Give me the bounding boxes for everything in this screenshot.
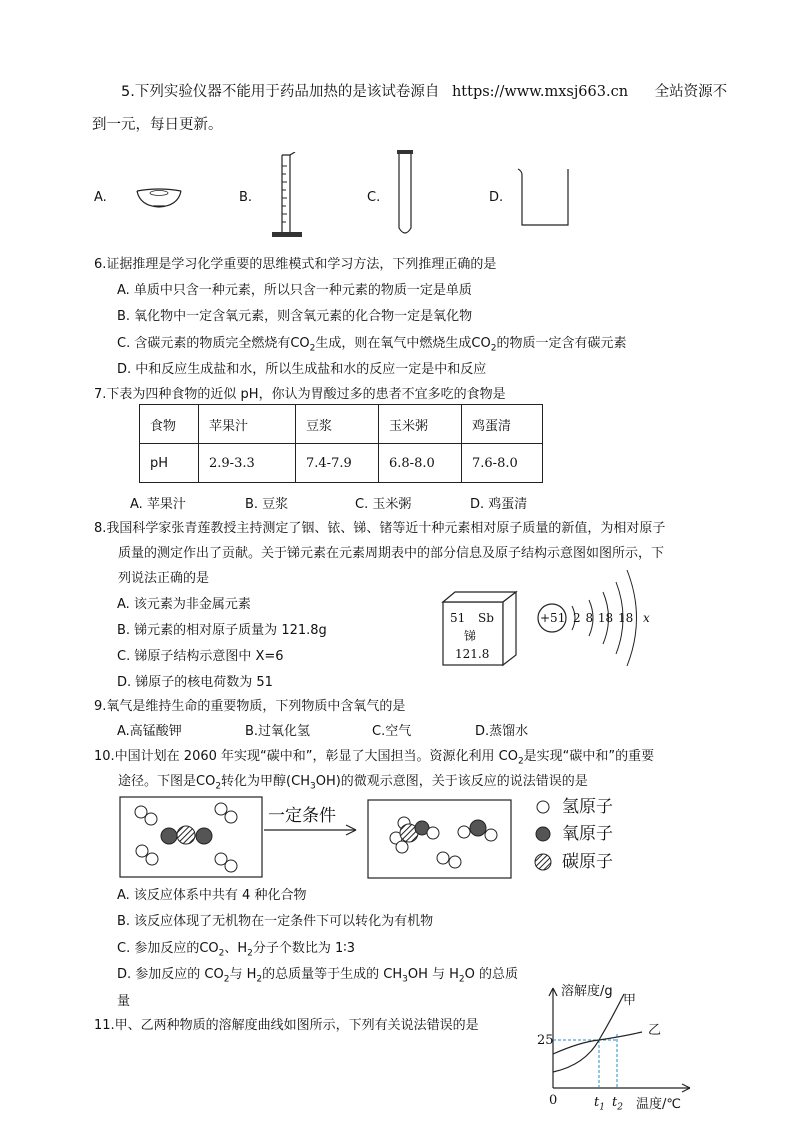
element-mass: 121.8 — [455, 647, 490, 661]
q6-c-part2: 生成，则在氧气中燃烧生成CO — [315, 336, 491, 351]
q10-c-sub1: 2 — [218, 948, 225, 959]
atom-legend-icons — [532, 796, 554, 876]
legend-hydrogen: 氢原子 — [562, 797, 613, 817]
ph-header-apple: 苹果汁 — [199, 405, 296, 444]
q5-option-a: A. — [94, 190, 107, 205]
q10-d-part3: 的总质量等于生成的 CH — [262, 967, 403, 982]
q6-option-b: B. 氧化物中一定含氧元素，则含氧元素的化合物一定是氧化物 — [117, 309, 473, 324]
curve-jia — [553, 994, 624, 1072]
q10-line2-sub: 2 — [215, 781, 222, 792]
q10-c-part3: 分子个数比为 1∶3 — [252, 941, 355, 956]
ph-table-row — [140, 444, 543, 483]
ph-corn-value: 6.8-8.0 — [379, 444, 462, 483]
q5-option-b: B. — [239, 190, 253, 205]
q10-option-c — [117, 940, 355, 963]
q10-d-part2: 与 H — [229, 967, 257, 982]
evaporating-dish-icon — [134, 184, 184, 212]
q9-option-d: D.蒸馏水 — [475, 724, 529, 739]
q5-ad-prefix: 该试卷源自 — [366, 84, 440, 100]
atom-outer-x: x — [643, 611, 650, 625]
q5-stem-line1 — [121, 84, 727, 101]
test-tube-icon — [393, 148, 417, 240]
q10-d-sub4: 2 — [458, 974, 465, 985]
q10-option-d — [117, 966, 518, 989]
hydrogen-atom-icon — [537, 801, 549, 813]
q5-stem: 5.下列实验仪器不能用于药品加热的是 — [121, 84, 367, 100]
q10-option-d-line2: 量 — [117, 994, 131, 1009]
q10-c-part2: 、H — [224, 941, 248, 956]
chart-xlabel: 温度/℃ — [636, 1097, 681, 1112]
q9-option-a: A.高锰酸钾 — [117, 724, 182, 739]
q10-line1 — [94, 748, 654, 771]
t1-letter: t — [594, 1095, 600, 1110]
q10-line2-sub2: 3 — [309, 781, 316, 792]
q5-ad-suffix: 全站资源不 — [654, 84, 728, 100]
q8-option-a: A. 该元素为非金属元素 — [117, 597, 251, 612]
legend-oxygen: 氧原子 — [562, 824, 613, 844]
q9-stem: 9.氧气是维持生命的重要物质，下列物质中含氧气的是 — [94, 699, 406, 714]
ph-soymilk-value: 7.4-7.9 — [296, 444, 379, 483]
q6-c-sub1: 2 — [309, 343, 316, 354]
q10-line2-part1: 途径。下图是CO — [118, 774, 216, 789]
q6-option-a: A. 单质中只含一种元素，所以只含一种元素的物质一定是单质 — [117, 283, 472, 298]
q8-option-d: D. 锑原子的核电荷数为 51 — [117, 675, 273, 690]
series-jia-label: 甲 — [623, 993, 637, 1008]
graduated-cylinder-icon — [268, 152, 308, 242]
q10-line1-sub: 2 — [517, 756, 524, 767]
chart-t1-label — [594, 1094, 605, 1117]
series-yi-label: 乙 — [648, 1023, 662, 1038]
q6-c-part3: 的物质一定含有碳元素 — [496, 336, 627, 351]
chart-origin: 0 — [549, 1093, 558, 1108]
carbon-atom-icon — [535, 854, 551, 870]
q10-line2 — [118, 773, 588, 796]
q9-option-c: C.空气 — [372, 724, 412, 739]
q10-option-b: B. 该反应体现了无机物在一定条件下可以转化为有机物 — [117, 914, 434, 929]
t1-sub: 1 — [599, 1102, 605, 1113]
q5-ad-line2: 到一元，每日更新。 — [92, 117, 223, 133]
t2-letter: t — [612, 1095, 618, 1110]
q10-d-part4: OH 与 H — [407, 967, 459, 982]
q8-line3: 列说法正确的是 — [118, 571, 210, 586]
q7-option-b: B. 豆浆 — [245, 497, 289, 512]
element-symbol: Sb — [478, 611, 494, 625]
q11-stem: 11.甲、乙两种物质的溶解度曲线如图所示，下列有关说法错误的是 — [94, 1018, 479, 1033]
beaker-icon — [514, 165, 574, 231]
q6-stem: 6.证据推理是学习化学重要的思维模式和学习方法，下列推理正确的是 — [94, 257, 497, 272]
ph-header-egg: 鸡蛋清 — [462, 405, 543, 444]
chart-y-tick-25: 25 — [537, 1033, 554, 1048]
q10-c-part1: C. 参加反应的CO — [117, 941, 219, 956]
ph-egg-value: 7.6-8.0 — [462, 444, 543, 483]
q10-d-sub2: 2 — [256, 974, 263, 985]
q10-d-part5: O 的总质 — [464, 967, 519, 982]
q9-option-b: B.过氧化氢 — [245, 724, 311, 739]
q10-option-a: A. 该反应体系中共有 4 种化合物 — [117, 888, 307, 903]
element-number: 51 — [450, 611, 466, 625]
q10-line2-part2: 转化为甲醇(CH — [221, 774, 310, 789]
q10-d-part1: D. 参加反应的 CO — [117, 967, 224, 982]
q10-c-sub2: 2 — [247, 948, 253, 959]
chart-ylabel: 溶解度/g — [561, 984, 613, 999]
q5-option-d: D. — [489, 190, 504, 205]
q6-c-sub2: 2 — [490, 343, 497, 354]
legend-carbon: 碳原子 — [562, 852, 613, 872]
q5-ad-url[interactable]: https://www.mxsj663.cn — [451, 84, 629, 100]
atom-shells: 2 8 18 18 — [573, 611, 634, 625]
q8-option-c: C. 锑原子结构示意图中 X=6 — [117, 649, 284, 664]
chart-t2-label — [612, 1094, 623, 1117]
q7-option-d: D. 鸡蛋清 — [470, 497, 528, 512]
q6-c-part1: C. 含碳元素的物质完全燃烧有CO — [117, 336, 310, 351]
oxygen-atom-icon — [536, 827, 550, 841]
ph-header-food: 食物 — [140, 405, 199, 444]
atom-nucleus: +51 — [540, 611, 566, 625]
q7-stem: 7.下表为四种食物的近似 pH，你认为胃酸过多的患者不宜多吃的食物是 — [94, 387, 506, 402]
reaction-condition: 一定条件 — [268, 806, 336, 826]
q10-line2-part3: OH)的微观示意图，关于该反应的说法错误的是 — [315, 774, 588, 789]
q10-line1-part2: 是实现“碳中和”的重要 — [523, 749, 655, 764]
q8-option-b: B. 锑元素的相对原子质量为 121.8g — [117, 623, 327, 638]
q10-line1-part1: 10.中国计划在 2060 年实现“碳中和”，彰显了大国担当。资源化利用 CO — [94, 749, 518, 764]
t2-sub: 2 — [617, 1102, 623, 1113]
ph-table-header-row — [140, 405, 543, 444]
element-name: 锑 — [464, 629, 477, 643]
q7-option-c: C. 玉米粥 — [355, 497, 412, 512]
ph-header-soymilk: 豆浆 — [296, 405, 379, 444]
q6-option-c — [117, 335, 626, 358]
q8-line1: 8.我国科学家张青莲教授主持测定了铟、铱、锑、锗等近十种元素相对原子质量的新值，为相对原子 — [94, 521, 666, 536]
ph-apple-value: 2.9-3.3 — [199, 444, 296, 483]
q10-d-sub1: 2 — [223, 974, 230, 985]
ph-table — [139, 404, 543, 483]
q5-option-c: C. — [367, 190, 381, 205]
q7-option-a: A. 苹果汁 — [130, 497, 186, 512]
ph-header-corn: 玉米粥 — [379, 405, 462, 444]
ph-row-label: pH — [140, 444, 199, 483]
q10-d-sub3: 3 — [402, 974, 408, 985]
q8-line2: 质量的测定作出了贡献。关于锑元素在元素周期表中的部分信息及原子结构示意图如图所示，下 — [118, 546, 665, 561]
q6-option-d: D. 中和反应生成盐和水，所以生成盐和水的反应一定是中和反应 — [117, 362, 487, 377]
